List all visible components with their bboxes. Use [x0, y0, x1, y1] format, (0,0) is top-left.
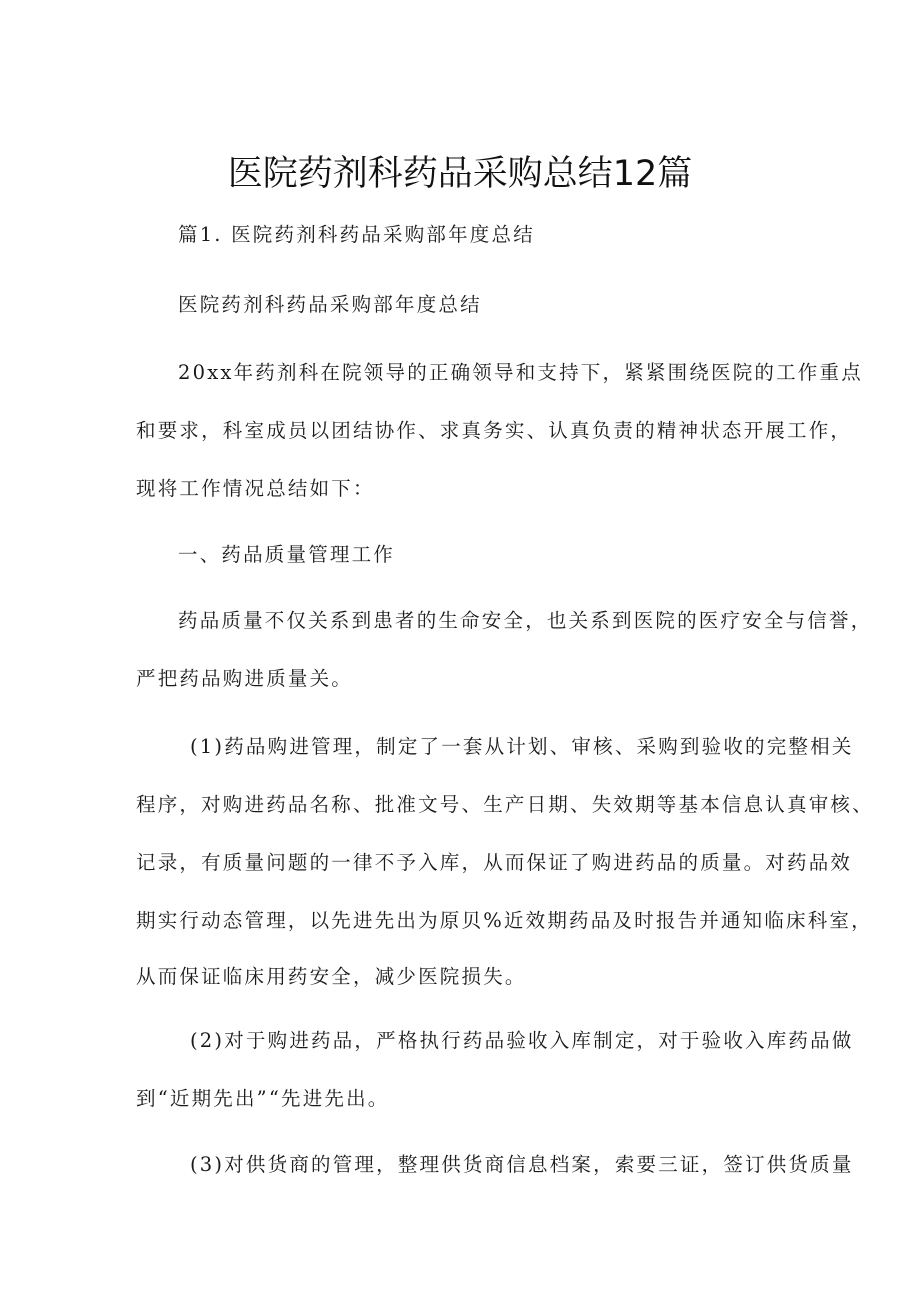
paragraph-line: (3)对供货商的管理，整理供货商信息档案，索要三证，签订供货质量 [190, 1153, 854, 1176]
paragraph-line: (2)对于购进药品，严格执行药品验收入库制定，对于验收入库药品做 [190, 1029, 854, 1052]
subsection-heading: 一、药品质量管理工作 [178, 543, 396, 566]
document-title: 医院药剂科药品采购总结12篇 [227, 154, 693, 194]
paragraph-line: 到“近期先出”“先进先出。 [136, 1087, 390, 1110]
paragraph-line: 记录，有质量问题的一律不予入库，从而保证了购进药品的质量。对药品效 [136, 851, 853, 874]
paragraph-line: (1)药品购进管理，制定了一套从计划、审核、采购到验收的完整相关 [190, 735, 854, 758]
paragraph-line: 程序，对购进药品名称、批准文号、生产日期、失效期等基本信息认真审核、 [136, 793, 874, 816]
paragraph-line: 和要求，科室成员以团结协作、求真务实、认真负责的精神状态开展工作， [136, 419, 853, 442]
section-heading: 篇1. 医院药剂科药品采购部年度总结 [178, 223, 535, 246]
paragraph-line: 期实行动态管理，以先进先出为原贝%近效期药品及时报告并通知临床科室， [136, 909, 873, 932]
paragraph-line: 20xx年药剂科在院领导的正确领导和支持下，紧紧围绕医院的工作重点 [178, 361, 863, 384]
paragraph-line: 现将工作情况总结如下： [136, 477, 375, 500]
paragraph-line: 从而保证临床用药安全，减少医院损失。 [136, 965, 527, 988]
paragraph-line: 药品质量不仅关系到患者的生命安全，也关系到医院的医疗安全与信誉， [178, 609, 873, 632]
paragraph-line: 严把药品购进质量关。 [136, 667, 354, 690]
paragraph-line: 医院药剂科药品采购部年度总结 [178, 293, 482, 316]
